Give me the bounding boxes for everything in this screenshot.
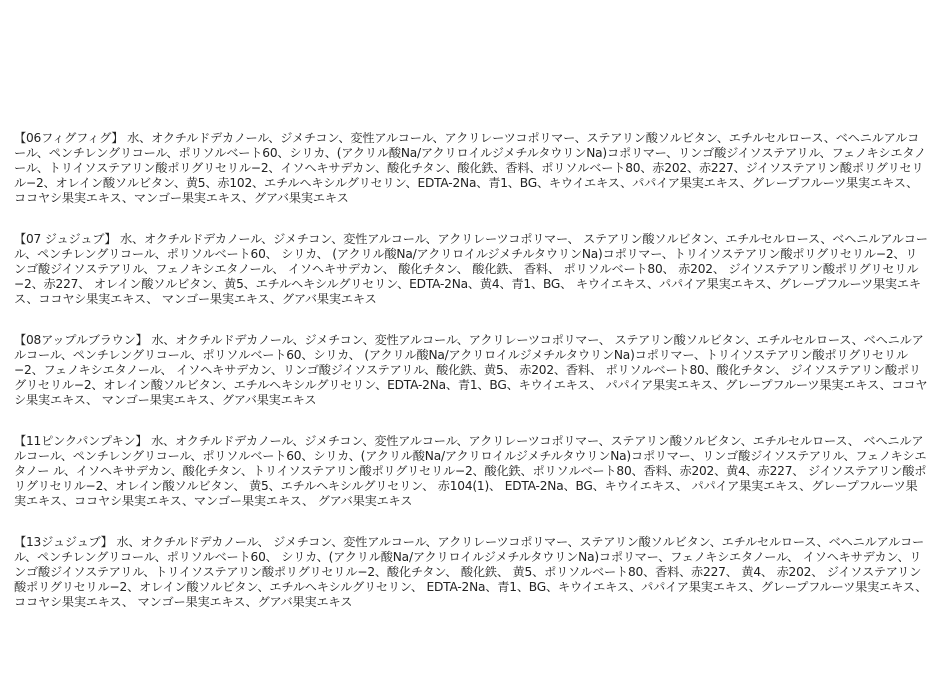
ingredient-paragraph-06: 【06フィグフィグ】 水、オクチルドデカノール、ジメチコン、変性アルコール、アクリレーツコポリマー、ステアリン酸ソルビタン、エチルセルロース、ベヘニルアルコール、ペンチレングリコール、ポリソルベート60、シリカ、(アクリル酸Na/アクリロイルジメチルタウリンNa)コポリマー、リンゴ酸ジイソステアリル、フェノキシエタノール、トリイソステアリン酸ポリグリセリル−2、イソヘキサデカン、酸化チタン、酸化鉄、香料、ポリソルベート80、赤202、赤227、ジイソステアリン酸ポリグリセリル−2、オレイン酸ソルビタン、黄5、赤102、エチルヘキシルグリセリン、EDTA-2Na、青1、BG、キウイエキス、パパイア果実エキス、グレープフルーツ果実エキス、ココヤシ果実エキス、マンゴー果実エキス、グアバ果実エキス xyxy=(14,131,927,205)
ingredient-paragraph-08: 【08アップルブラウン】 水、オクチルドデカノール、ジメチコン、変性アルコール、アクリレーツコポリマー、 ステアリン酸ソルビタン、エチルセルロース、ベヘニルアルコール、ペンチレングリコール、ポリソルベート60、シリカ、 (アクリル酸Na/アクリロイルジメチルタウリンNa)コポリマー、トリイソステアリン酸ポリグリセリル−2、フェノキシエタノール、 イソヘキサデカン、リンゴ酸ジイソステアリル、酸化鉄、黄5、 赤202、香料、 ポリソルベート80、酸化チタン、 ジイソステアリン酸ポリグリセリル−2、オレイン酸ソルビタン、エチルヘキシルグリセリン、EDTA-2Na、青1、BG、キウイエキス、 パパイア果実エキス、グレープフルーツ果実エキス、ココヤシ果実エキス、 マンゴー果実エキス、グアバ果実エキス xyxy=(14,333,928,407)
ingredient-paragraph-11: 【11ピンクパンプキン】 水、オクチルドデカノール、ジメチコン、変性アルコール、アクリレーツコポリマー、ステアリン酸ソルビタン、エチルセルロース、 ベヘニルアルコール、ペンチレングリコール、ポリソルベート60、シリカ、(アクリル酸Na/アクリロイルジメチルタウリンNa)コポリマー、リンゴ酸ジイソステアリル、フェノキシエタノー ル、イソヘキサデカン、酸化チタン、トリイソステアリン酸ポリグリセリル−2、酸化鉄、ポリソルベート80、香料、赤202、黄4、赤227、 ジイソステアリン酸ポリグリセリル−2、オレイン酸ソルビタン、 黄5、エチルヘキシルグリセリン、 赤104(1)、 EDTA-2Na、BG、キウイエキス、 パパイア果実エキス、グレープフルーツ果実エキス、ココヤシ果実エキス、マンゴー果実エキス、 グアバ果実エキス xyxy=(14,434,927,508)
ingredient-list xyxy=(14,131,929,610)
ingredient-paragraph-13: 【13ジュジュブ】 水、オクチルドデカノール、 ジメチコン、変性アルコール、アクリレーツコポリマー、ステアリン酸ソルビタン、エチルセルロース、ベヘニルアルコール、ペンチレングリコール、ポリソルベート60、 シリカ、(アクリル酸Na/アクリロイルジメチルタウリンNa)コポリマー、フェノキシエタノール、 イソヘキサデカン、リンゴ酸ジイソステアリル、トリイソステアリン酸ポリグリセリル−2、酸化チタン、 酸化鉄、 黄5、ポリソルベート80、香料、赤227、 黄4、 赤202、 ジイソステアリン酸ポリグリセリル−2、オレイン酸ソルビタン、エチルヘキシルグリセリン、 EDTA-2Na、青1、BG、キウイエキス、パパイア果実エキス、グレープフルーツ果実エキス、 ココヤシ果実エキス、 マンゴー果実エキス、グアバ果実エキス xyxy=(14,535,928,609)
ingredient-paragraph-07: 【07 ジュジュブ】 水、オクチルドデカノール、ジメチコン、変性アルコール、アクリレーツコポリマー、 ステアリン酸ソルビタン、エチルセルロース、ベヘニルアルコール、ペンチレングリコール、ポリソルベート60、 シリカ、 (アクリル酸Na/アクリロイルジメチルタウリンNa)コポリマー、トリイソステアリン酸ポリグリセリル−2、リンゴ酸ジイソステアリル、フェノキシエタノール、 イソヘキサデカン、 酸化チタン、 酸化鉄、 香料、 ポリソルベート80、 赤202、 ジイソステアリン酸ポリグリセリル−2、赤227、 オレイン酸ソルビタン、黄5、エチルヘキシルグリセリン、EDTA-2Na、黄4、青1、BG、 キウイエキス、パパイア果実エキス、グレープフルーツ果実エキス、ココヤシ果実エキス、 マンゴー果実エキス、グアバ果実エキス xyxy=(14,232,928,306)
